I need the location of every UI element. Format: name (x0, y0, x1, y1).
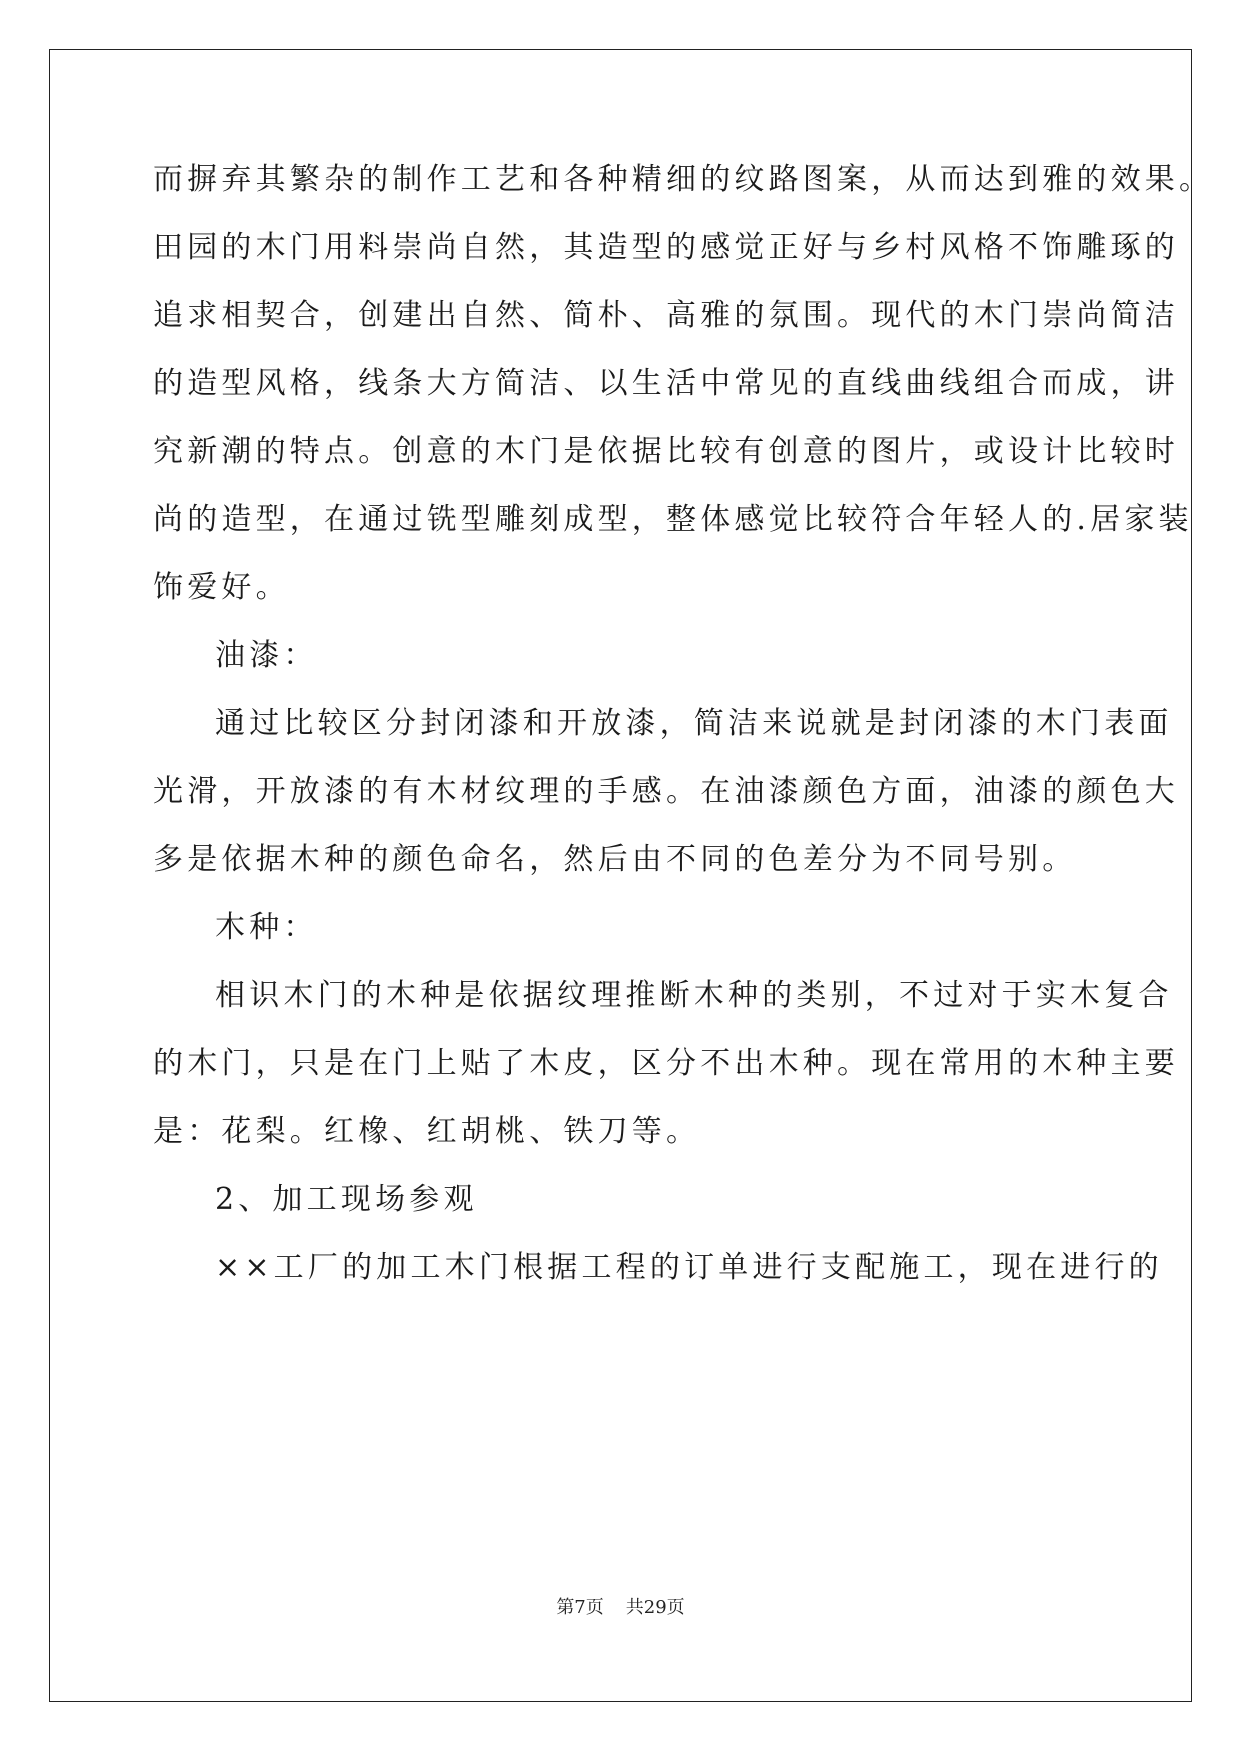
text-line: 追求相契合，创建出自然、简朴、高雅的氛围。现代的木门崇尚简洁 (153, 298, 1179, 333)
text-line: ××工厂的加工木门根据工程的订单进行支配施工，现在进行的 (215, 1250, 1163, 1285)
text-line: 尚的造型，在通过铣型雕刻成型，整体感觉比较符合年轻人的.居家装 (153, 502, 1193, 537)
page-footer (0, 1596, 1241, 1620)
text-line: 通过比较区分封闭漆和开放漆，简洁来说就是封闭漆的木门表面 (215, 706, 1173, 741)
text-line: 是：花梨。红橡、红胡桃、铁刀等。 (153, 1114, 701, 1149)
page-total: 共29页 (625, 1597, 685, 1618)
text-line: 饰爱好。 (153, 570, 290, 605)
text-line: 的造型风格，线条大方简洁、以生活中常见的直线曲线组合而成，讲 (153, 366, 1179, 401)
text-line: 多是依据木种的颜色命名，然后由不同的色差分为不同号别。 (153, 842, 1077, 877)
page-number: 第7页 (556, 1597, 604, 1618)
section-heading-site-visit: 2、加工现场参观 (215, 1182, 478, 1217)
text-line: 相识木门的木种是依据纹理推断木种的类别，不过对于实木复合 (215, 978, 1173, 1013)
text-line: 的木门，只是在门上贴了木皮，区分不出木种。现在常用的木种主要 (153, 1046, 1179, 1081)
text-line: 究新潮的特点。创意的木门是依据比较有创意的图片，或设计比较时 (153, 434, 1179, 469)
section-heading-paint: 油漆： (215, 638, 318, 673)
text-line: 光滑，开放漆的有木材纹理的手感。在油漆颜色方面，油漆的颜色大 (153, 774, 1179, 809)
text-line: 而摒弃其繁杂的制作工艺和各种精细的纹路图案，从而达到雅的效果。 (153, 162, 1214, 197)
text-line: 田园的木门用料崇尚自然，其造型的感觉正好与乡村风格不饰雕琢的 (153, 230, 1179, 265)
section-heading-wood: 木种： (215, 910, 318, 945)
